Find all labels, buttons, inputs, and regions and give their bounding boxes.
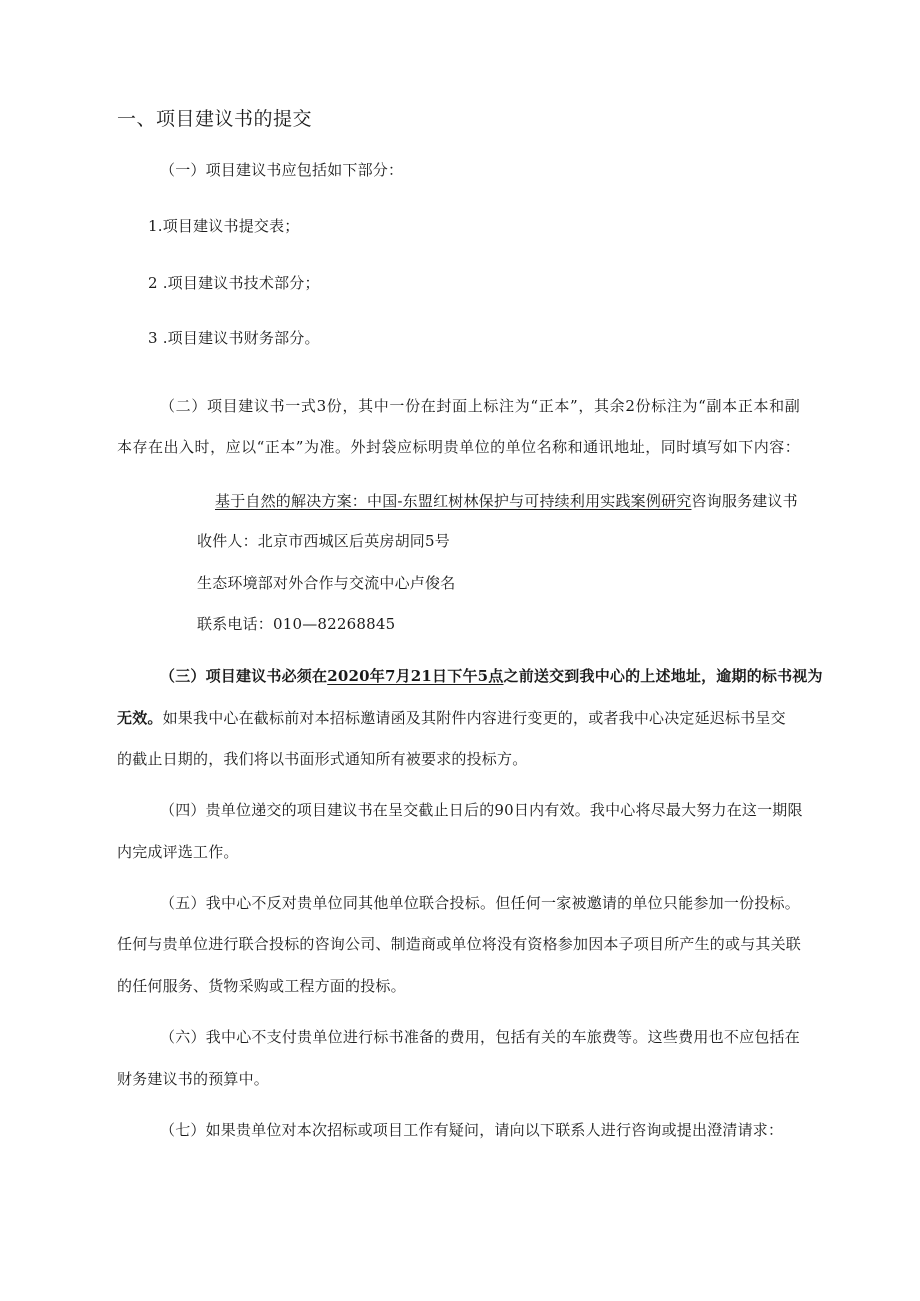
- part2-line-1: （二）项目建议书一式3份，其中一份在封面上标注为“正本”，其余2份标注为“副本正本和副: [160, 397, 800, 415]
- part3-line-1: [160, 666, 823, 686]
- part1-intro: （一）项目建议书应包括如下部分：: [160, 161, 404, 179]
- submission-deadline: 2020年7月21日下午5点: [327, 667, 504, 685]
- recipient-address: 收件人：北京市西城区后英房胡同5号: [197, 532, 450, 550]
- envelope-label: [215, 491, 798, 511]
- part6-line-2: 财务建议书的预算中。: [117, 1070, 270, 1088]
- envelope-label-suffix: 咨询服务建议书: [691, 492, 798, 510]
- part3-line-2: [117, 708, 786, 728]
- part3-prefix: （三）项目建议书必须在: [160, 667, 328, 685]
- part5-line-1: （五）我中心不反对贵单位同其他单位联合投标。但任何一家被邀请的单位只能参加一份投标。: [160, 894, 800, 912]
- part2-line-2: 本存在出入时，应以“正本”为准。外封袋应标明贵单位的单位名称和通讯地址，同时填写如下内容：: [117, 438, 800, 456]
- part6-line-1: （六）我中心不支付贵单位进行标书准备的费用，包括有关的车旅费等。这些费用也不应包括在: [160, 1028, 800, 1046]
- part4-line-1: （四）贵单位递交的项目建议书在呈交截止日后的90日内有效。我中心将尽最大努力在这一期限: [160, 801, 803, 819]
- contact-phone: 联系电话：010—82268845: [197, 615, 396, 633]
- part3-line-3: 的截止日期的，我们将以书面形式通知所有被要求的投标方。: [117, 750, 528, 768]
- part4-line-2: 内完成评选工作。: [117, 843, 239, 861]
- part5-line-3: 的任何服务、货物采购或工程方面的投标。: [117, 977, 406, 995]
- part3-line-2-rest: 如果我中心在截标前对本招标邀请函及其附件内容进行变更的，或者我中心决定延迟标书呈交: [162, 709, 786, 727]
- part5-line-2: 任何与贵单位进行联合投标的咨询公司、制造商或单位将没有资格参加因本子项目所产生的或与其关联: [117, 935, 802, 953]
- part3-suffix: 之前送交到我中心的上述地址，逾期的标书视为: [503, 667, 823, 685]
- recipient-org: 生态环境部对外合作与交流中心卢俊名: [197, 574, 456, 592]
- part1-item-1: 1.项目建议书提交表；: [148, 217, 300, 235]
- part1-item-3: 3 .项目建议书财务部分。: [148, 329, 320, 347]
- part3-invalid: 无效。: [117, 709, 163, 727]
- part1-item-2: 2 .项目建议书技术部分；: [148, 274, 320, 292]
- part7-line-1: （七）如果贵单位对本次招标或项目工作有疑问，请向以下联系人进行咨询或提出澄清请求：: [160, 1121, 784, 1139]
- project-title: 基于自然的解决方案：中国-东盟红树林保护与可持续利用实践案例研究: [215, 492, 692, 510]
- section-title: 一、项目建议书的提交: [117, 108, 313, 130]
